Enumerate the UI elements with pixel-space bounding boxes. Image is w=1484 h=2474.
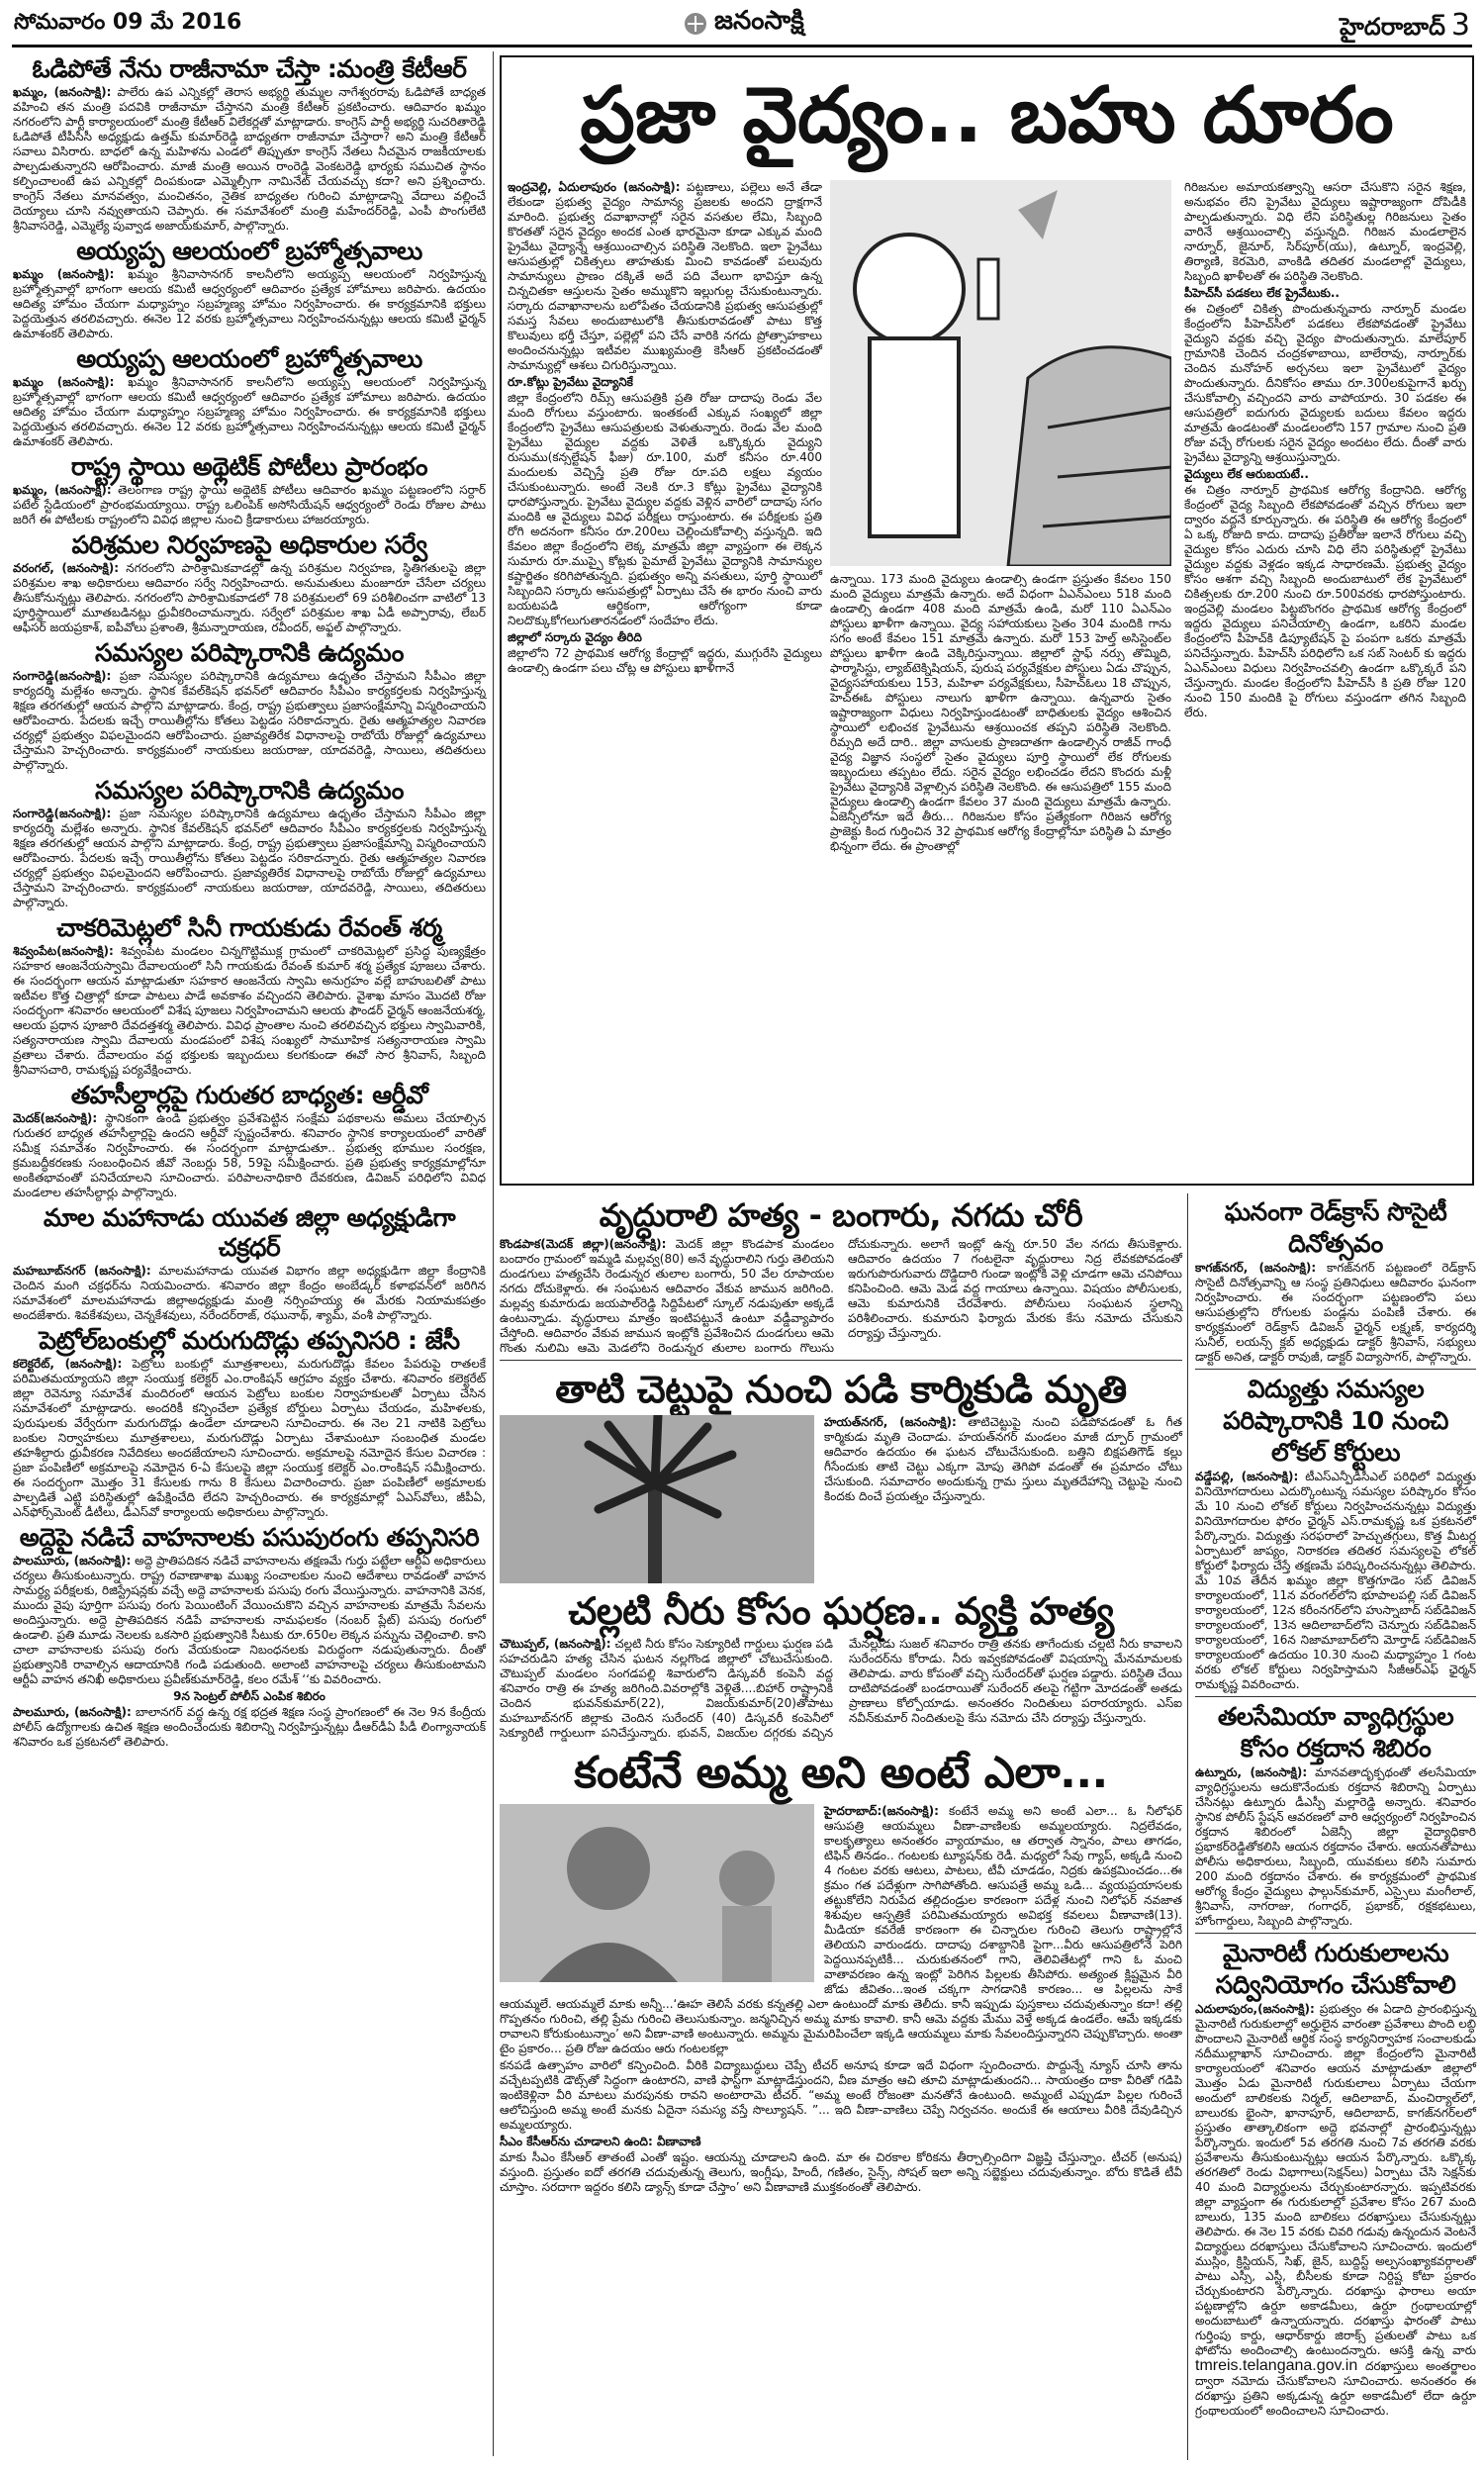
story-paragraph bbox=[13, 944, 486, 1078]
dateline: సంగారెడ్డి(జనంసాక్షి): bbox=[13, 807, 112, 820]
story-paragraph bbox=[13, 669, 486, 773]
masthead-logo bbox=[683, 6, 804, 42]
story-headline: తలసేమియా వ్యాధిగ్రస్థుల కోసం రక్తదాన శిబిరం bbox=[1217, 1702, 1454, 1762]
story-body: ప్రజా సమస్యల పరిష్కారానికి ఉద్యమాలు ఉధృతం చేస్తామని సీపీఎం జిల్లా కార్యదర్శి మల్లేశం అన్నారు. స్థానిక కేవల్‌కిషన్ భవన్‌లో ఆదివారం సీపీఎం కార్యకర్తలకు నిర్వహిస్తున్న శిక్షణ తరగతుల్లో ఆయన పాల్గొని మాట్లాడారు. కేంద్ర, రాష్ట్ర ప్రభుత్వాలు ప్రజాసంక్షేమాన్ని విస్మరించాయని ఆరోపించారు. పేదలకు ఇచ్చే రాయితీల్లోను కోతలు పెట్టడం సరికాదన్నారు. రైతు ఆత్మహత్యల నివారణ చర్యల్లో ప్రభుత్వం విఫలమైందని ఆరోపించారు. ప్రజావ్యతిరేక విధానాలపై రాబోయే రోజుల్లో ఉద్యమాలు చేస్తామని హెచ్చరించారు. కార్యక్రమంలో నాయకులు జయరాజు, యాదవరెడ్డి, సాయిలు, తదితరులు పాల్గొన్నారు. bbox=[13, 669, 486, 772]
story-paragraph bbox=[1195, 1765, 1476, 1929]
dateline: కాగజ్‌నగర్, (జనంసాక్షి): bbox=[1195, 1261, 1317, 1275]
dateline: వరంగల్, (జనంసాక్షి): bbox=[13, 561, 120, 575]
story-subhead: 9న సెంట్రల్ పోలీస్ ఎంపిక శిబిరం bbox=[173, 1689, 325, 1703]
story-body: ఖమ్మం శ్రీనివాసానగర్ కాలనీలోని అయ్యప్ప ఆలయంలో నిర్వహిస్తున్న బ్రహ్మోత్సవాల్లో భాగంగా ఆలయ కమిటీ ఆధ్వర్యంలో ఆదివారం ప్రత్యేక హోమాలు జరిపారు. ఉదయం ఆదిత్య హోమం చేయగా మధ్యాహ్నం సబ్రహ్మణ్య హోమం నిర్వహించారు. ఈ కార్యక్రమానికి భక్తులు పెద్దయెత్తున తరలివచ్చారు. ఈనెల 12 వరకు బ్రహ్మోత్సవాలు నిర్వహించనున్నట్లు ఆలయ కమిటీ ఛైర్మన్ ఉమాశంకర్ తెలిపారు. bbox=[13, 267, 486, 340]
section-rule bbox=[1195, 1696, 1476, 1697]
story-paragraph bbox=[13, 1705, 486, 1750]
story-body: నగరంలోని పారిశ్రామికవాడల్లో ఉన్న పరిశ్రమల నిర్వహణ, స్థితిగతులపై జిల్లా పరిశ్రమల శాఖ అధికారులు ఆదివారం సర్వే నిర్వహించారు. అనుమతులు మంజూరూ చేసేలా చర్యలు తీసుకోనున్నట్లు తెలిపారు. నగరంలోని పారిశ్రామికవాడలో 78 పరిశ్రమలలో 69 పరిశీలించగా వాటిలో 13 పూర్తిస్థాయిలో మూతబడినట్లు ధ్రువీకరించామన్నారు. సర్వేలో పరిశ్రమల శాఖ ఏడీ అప్పారావు, లేబర్ ఆఫీసర్ జయప్రకాశ్, ఐపీవోలు ప్రశాంతి, శ్రీమన్నారాయణ, రవీందర్, అఫ్జల్ పాల్గొన్నారు. bbox=[13, 561, 486, 634]
dateline: ఖమ్మం, (జనంసాక్షి): bbox=[13, 483, 112, 497]
story-headline: ఘనంగా రెడ్‌క్రాస్ సొసైటీ దినోత్సవం bbox=[1224, 1197, 1447, 1258]
story-headline: తహసీల్దార్లపై గురుతర బాధ్యత: ఆర్డీవో bbox=[70, 1081, 428, 1109]
story-body-continued: కనపడే ఉత్సాహం వారిలో కన్పించింది. వీరికి విద్యాబుద్ధులు చెప్పే టీచర్ అనూష కూడా ఇదే విధంగా స్పందించారు. పొద్దున్నే న్యూస్ చూసి తాను వచ్చేటప్పటికి డౌట్స్‌తో సిద్ధంగా ఉంటారని, వాణి ఫాస్ట్‌గా మాట్లాడేస్తుందని, వీణ మాత్రం ఆచి తూచి మాట్లాడుతుందని... సాయంత్రం దాకా వీరితో గడిపి ఇంటికెళ్లినా వీరి మాటలు మరపునకు రావని అంటారామె టీచర్. “అమ్మ అంటే రోజంతా మనతోనే ఉంటుంది. అమ్మంటే ఎప్పుడూ పిల్లల గురించే ఆలోచిస్తుంది అమ్మ అంటే మనకు ఏదైనా సమస్య వస్తే సొల్యూషన్. ”... ఇది వీణా-వాణిలు చెప్పే నిర్వచనం. అందుకే ఈ ఆయాలు వీరికి దేవుడిచ్చిన అమ్మలయ్యారు. bbox=[500, 2058, 1183, 2132]
section-rule bbox=[1195, 1933, 1476, 1934]
dateline: కొండపాక(మెదక్ జిల్లా)(జనంసాక్షి): bbox=[500, 1237, 667, 1251]
dateline: వడ్డేపల్లి, (జనంసాక్షి): bbox=[1195, 1470, 1299, 1483]
story-paragraph bbox=[13, 85, 486, 234]
dateline: ఖమ్మం (జనంసాక్షి): bbox=[13, 267, 115, 281]
dateline: పాలమూరు, (జనంసాక్షి): bbox=[13, 1554, 132, 1568]
column-divider bbox=[1187, 1193, 1188, 2460]
lead-subhead: వైద్యులు లేక ఆరుబయటే.. bbox=[1184, 467, 1309, 481]
story-headline: అయ్యప్ప ఆలయంలో బ్రహ్మోత్సవాలు bbox=[76, 237, 422, 265]
lead-subhead: రూ.కోట్లు ప్రైవేటు వైద్యానికే bbox=[508, 375, 633, 389]
story-paragraph bbox=[1195, 2002, 1476, 2419]
story-paragraph bbox=[13, 1111, 486, 1200]
story-paragraph bbox=[13, 1264, 486, 1323]
palm-headline: తాటి చెట్టుపై నుంచి పడి కార్మికుడి మృతి bbox=[555, 1368, 1127, 1411]
page-number: 3 bbox=[1450, 8, 1470, 43]
lead-col2-text: ఉన్నాయి. 173 మంది వైద్యులు ఉండాల్సి ఉండగా ప్రస్తుతం కేవలం 150 మంది వైద్యులు మాత్రమే ఉన్నారు. అదే విధంగా ఏఎన్‌ఎంలు 518 మంది ఉండాల్సి ఉండగా 408 మంది మాత్రమే ఉండి, మరో 110 ఏఎన్‌ఎం పోస్టులు ఖాళీగా ఉన్నాయి. వైద్య సహాయకులు సైతం 304 మందికి గాను సగం అంటే కేవలం 151 మాత్రమే ఉన్నారు. మరో 153 హెల్త్ అసిస్టెంట్‌ల పోస్టులు ఖాళీగా ఉండి వెక్కిరిస్తున్నాయి. జిల్లాలో స్టాఫ్ నర్సు తొమ్మిది, ఫార్మాసిస్టు, ల్యాబ్‌టెక్నిషియన్, పురుష పర్యవేక్షకుల పోస్టులు ఏడు చొప్పున, వైద్యసహాయకులు 153, మహిళా పర్యవేక్షకులు, సీహెచ్‌ఓలు 18 చొప్పున, హెచ్‌ఈఓ పోస్టులు నాలుగు ఖాళీగా ఉన్నాయి. ఉన్నవారు సైతం ఇష్టారాజ్యంగా విధులు నిర్వహిస్తుండటంతో బాధితులకు వైద్యం ఆశించిన స్థాయిలో లభించక ప్రైవేటును ఆశ్రయించక తప్పని పరిస్థితి నెలకొంది. రిమ్సది అదే దారి.. జిల్లా వాసులకు ప్రాణదాతగా ఉండాల్సిన రాజీవ్ గాంధీ వైద్య విజ్ఞాన సంస్థలో సైతం వైద్యులు పూర్తి స్థాయిలో లేక రోగులకు ఇబ్బందులు తప్పటం లేదు. సరైన వైద్యం లభించడం లేదని కొందరు మళ్లీ ప్రైవేటు వైద్యానికి వెళ్లాల్సిన పరిస్థితి నెలకొంది. ఈ ఆసుపత్రిలో 155 మంది వైద్యులు ఉండాల్సి ఉండగా కేవలం 37 మంది వైద్యులు మాత్రమే ఉన్నారు. ఏజెన్సీలోనూ ఇదే తీరు... గిరిజనుల కోసం ప్రత్యేకంగా గిరిజన ఆరోగ్య ప్రాజెక్టు కింద గుర్తించిన 32 ప్రాథమిక ఆరోగ్య కేంద్రాల్లోనూ పరిస్థితి ఏ మాత్రం భిన్నంగా లేదు. ఈ ప్రాంతాల్లో bbox=[830, 572, 1171, 853]
dateline: ఇంద్రవెల్లి, ఏదులాపురం (జనంసాక్షి): bbox=[508, 180, 681, 194]
column-divider bbox=[493, 51, 494, 2456]
story-body: ఖమ్మం శ్రీనివాసానగర్ కాలనీలోని అయ్యప్ప ఆలయంలో నిర్వహిస్తున్న బ్రహ్మోత్సవాల్లో భాగంగా ఆలయ కమిటీ ఆధ్వర్యంలో ఆదివారం ప్రత్యేక హోమాలు జరిపారు. ఉదయం ఆదిత్య హోమం చేయగా మధ్యాహ్నం సబ్రహ్మణ్య హోమం నిర్వహించారు. ఈ కార్యక్రమానికి భక్తులు పెద్దయెత్తున తరలివచ్చారు. ఈనెల 12 వరకు బ్రహ్మోత్సవాలు నిర్వహించనున్నట్లు ఆలయ కమిటీ ఛైర్మన్ ఉమాశంకర్ తెలిపారు. bbox=[13, 375, 486, 448]
story-murder bbox=[500, 1194, 1182, 1356]
story-headline: ఓడిపోతే నేను రాజీనామా చేస్తా :మంత్రి కేటీఆర్ bbox=[32, 54, 467, 83]
lead-subhead: జిల్లాలో సర్కారు వైద్యం తీరిది bbox=[508, 630, 642, 644]
story-cold-water bbox=[500, 1586, 1182, 1741]
story-headline: సమస్యల పరిష్కారానికి ఉద్యమం bbox=[95, 776, 404, 805]
story-headline: చాకరిమెట్లలో సినీ గాయకుడు రేవంత్ శర్మ bbox=[56, 913, 442, 942]
website-link[interactable]: tmreis.telangana.gov.in bbox=[1195, 2357, 1358, 2374]
lead-paragraph bbox=[508, 646, 822, 676]
story-headline: సమస్యల పరిష్కారానికి ఉద్యమం bbox=[95, 638, 404, 667]
right-column bbox=[1195, 1193, 1476, 2421]
story-paragraph bbox=[13, 1554, 486, 1687]
story-body: కంటేనే అమ్మ అని అంటే ఎలా... ఓ నీలోఫర్ ఆసుపత్రి ఆయమ్మలు వీణా-వాణిలకు అమ్మలయ్యారు. నిద్రలేవడం, కాలకృత్యాలు అనంతరం వ్యాయామం, ఆ తర్వాత స్నానం, పాలు తాగడం, టిఫిన్ తినడం.. గంటలకు ట్యూషన్‌కు రెడీ. మధ్యలో సేవు గ్యాప్, అక్కడి నుంచి 4 గంటల వరకు ఆటలు, పాటలు, టీవీ చూడడం, నిద్రకు ఉపక్రమించడం...ఈ క్రమం గత పదేళ్లుగా సాగిపోతోంది. ఆసుపత్రే అమ్మ ఒడి... వ్యయప్రయాసలకు తట్టుకోలేని నిరుపేద తల్లిదండ్రుల కారణంగా పదేళ్ల నుంచి నిలోఫర్ నవజాత శిశువుల ఆస్పత్రికే పరిమితమయ్యారు అవిభక్త కవలలు వీణావాణి(13). మీడియా కవరేజీ కారణంగా ఈ చిన్నారుల గురించి తెలుగు రాష్ట్రాల్లోనే తెలియని వారుండరు. దాదాపు దశాబ్దానికి పైగా...వీరు ఆసుపత్రిలోనే పెరిగి పెద్దయినప్పటికీ... చురుకుతనంలో గాని, తెలివితేటల్లో గాని ఓ మంచి వాతావరణం ఉన్న ఇంట్లో పెరిగిన పిల్లలకు తీసిపోరు. అత్యంత క్లిష్టమైన వీరి జోడు జీవితం...ఇంత చక్కగా సాగడానికి కారణం... ఆ పిల్లలను సాకే ఆయమ్మలే. ఆయమ్మలే మాకు అన్నీ...‘ఊహ తెలిసే వరకు కన్నతల్లి ఎలా ఉంటుందో మాకు తెలీదు. కానీ ఇప్పుడు పుస్తకాలు చదువుతున్నాం కదా! తల్లి గొప్పతనం గురించి, తల్లి ప్రేమ గురించి తెలుసుకున్నాం. జన్మనిచ్చిన అమ్మ మాకు కావాలి. కానీ ఆమె వద్దకు మేము వెళ్తే అక్కడ ఉండలేం. ఆమే ఇక్కడకు రావాలని కోరుకుంటున్నాం’ అని వీణా-వాణి అంటున్నారు. అమ్మను మైమరిపించేలా ఇక్కడి ఆయమ్మలు మాకు సేవలందిస్తున్నారని చెప్పుకొచ్చారు. అంతా టైం ప్రకారం... ప్రతి రోజు ఉదయం ఆరు గంటలకల్లా bbox=[500, 1804, 1182, 2055]
story-paragraph bbox=[1195, 1470, 1476, 1692]
story-body: పెట్రోలు బంకుల్లో మూత్రశాలలు, మరుగుదొడ్లు కేవలం పేపరుపై రాతలకే పరిమితమయ్యాయని జిల్లా సంయుక్త కలెక్టర్ ఎం.రాంకిషన్ ఆగ్రహం వ్యక్తం చేశారు. శనివారం కలెక్టరేట్ జిల్లా రెవెన్యూ సమావేశ మందిరంలో ఆయన పెట్రోలు బంకుల నిర్వాహకులతో ఏర్పాటు చేసిన సమావేశంలో మాట్లాడారు. అందరికీ కన్పించేలా ప్రత్యేక బోర్డులు ఏర్పాటు చేయడం, మహిళలకు, పురుషులకు వేర్వేరుగా మరుగుదొడ్లు ఉండేలా చూడాలని సూచించారు. ఈ నెల 21 నాటికి పెట్రోలు బంకుల నిర్వాహకులు మూత్రశాలలు, మరుగుదొడ్లు ఏర్పాటు చేశామంటూ సంబంధిత మండల తహశీల్దారు ధ్రువీకరణ నివేదికలు అందజేయాలని సూచించారు. అక్రమాలపై నమోదైన కేసుల విచారణ : ప్రజా పంపిణీలో అక్రమాలపై నమోదైన 6-ఏ కేసులపై జిల్లా సంయుక్త కలెక్టర్ ఎం.రాంకిషన్ సమీక్షించారు. ఈ సందర్భంగా మొత్తం 31 కేసులకు గాను 8 కేసులు విచారించారు. ప్రజా పంపిణీలో అక్రమాలకు పాల్పడితే ఎట్టి పరిస్థితుల్లో ఉపేక్షించేది లేదని హెచ్చరించారు. ఈ కార్యక్రమాల్లో ఏఎస్‌వోలు, జీపీఏ, ఎన్‌ఫోర్స్‌మెంట్ డీటీలు, డీఎస్‌వో కార్యాలయ అధికారులు పాల్గొన్నారు. bbox=[13, 1357, 486, 1519]
middle-stories bbox=[500, 1191, 1182, 2197]
story-body: చల్లటి నీరు కోసం సెక్యూరిటీ గార్డులు ఘర్షణ పడి సహచరుడిని హత్య చేసిన ఘటన నల్లగొండ జిల్లాలో చోటుచేసుకుంది. చౌటుప్పల్ మండలం సంగడపల్లి శివారులోని డిస్కవరీ కంపెనీ వద్ద శనివారం రాత్రి ఈ హత్య జరిగింది.వివరాల్లోకి వెళ్లితే....బిహార్ రాష్ట్రానికి చెందిన భువన్‌కుమార్(22), విజయ్‌కుమార్(20)తోపాటు మహబూబ్‌నగర్ జిల్లాకు చెందిన సురేందర్ (40) డిస్కవరీ కంపెనీలో సెక్యూరిటీ గార్డులుగా పనిచేస్తున్నారు. భువన్, విజయ్‌ల దగ్గరకు వచ్చిన మేనల్లుడు సుజల్ శనివారం రాత్రి తనకు తాగేందుకు చల్లటి నీరు కావాలని సురేందర్‌ను కోరాడు. నీరు ఇవ్వకపోవడంతో విషయాన్ని మేనమామలకు తెలిపాడు. వారు కోపంతో వచ్చి సురేందర్‌తో ఘర్షణ పడ్డారు. పరిస్థితి చేయి దాటిపోవడంతో బండరాయితో సురేందర్ తలపై గట్టిగా మోదడంతో అతడు ప్రాణాలు కోల్పోయాడు. అనంతరం నిందితులు పరారయ్యారు. ఎస్‌ఐ నవీన్‌కుమార్ నిందితులపై కేసు నమోదు చేసి దర్యాప్తు చేస్తున్నారు. bbox=[500, 1637, 1182, 1740]
story-headline: అద్దెపై నడిచే వాహనాలకు పసుపురంగు తప్పనిసరి bbox=[19, 1523, 480, 1552]
section-rule bbox=[1195, 1369, 1476, 1370]
story-body: బాలానగర్ వద్ద ఉన్న రక్ష భద్రత శిక్షణ సంస్థ ప్రాంగణంలో ఈ నెల 9న కేంద్రీయ పోలీస్ ఉద్యోగాలకు ఉచిత శిక్షణ అందించేందుకు శిబిరాన్ని నిర్వహిస్తున్నట్లు డీఆర్‌డీఏ పీడీ లింగ్యానాయక్ శనివారం ఒక ప్రకటనలో తెలిపారు. bbox=[13, 1705, 486, 1749]
murder-headline: వృద్ధురాలి హత్య - బంగారు, నగదు చోరీ bbox=[599, 1196, 1083, 1234]
lead-paragraph bbox=[1184, 302, 1466, 465]
story-body: టీఎస్‌ఎన్పీడీసీఎల్ పరిధిలో విద్యుత్తు వినియోగదారులు ఎదుర్కొంటున్న సమస్యల పరిష్కారం కోసం మే 10 నుంచి లోకల్ కోర్టులు నిర్వహించనున్నట్లు విద్యుత్తు వినియోగదారుల ఫోరం ఛైర్మన్ ఎస్.రామకృష్ణ ఒక ప్రకటనలో పేర్కొన్నారు. విద్యుత్తు సరఫరాలో హెచ్చుతగ్గులు, కొత్త మీటర్ల ఏర్పాటులో జాప్యం, నిరాకరణ తదితర సమస్యలపై లోకల్ కోర్టులో ఫిర్యాదు చేస్తే తక్షణమే పరిష్కరించనున్నట్లు తెలిపారు. మే 10వ తేదీన ఖమ్మం జిల్లా కొత్తగూడెం సబ్ డివిజన్ కార్యాలయంలో, 11న వరంగల్‌లోని భూపాలపల్లి సబ్ డివిజన్ కార్యాలయంలో, 12న కరీంనగర్‌లోని హుస్నాబాద్ సబ్‌డివిజన్ కార్యాలయంలో, 13న ఆదిలాబాద్‌లోని చెన్నూరు సబ్‌డివిజన్ కార్యాలయంలో, 16న నిజామాబాద్‌లోని మోర్తాడ్ సబ్‌డివిజన్ కార్యాలయంలో ఉదయం 10.30 నుంచి మధ్యాహ్నం 1 గంట వరకు లోకల్ కోర్టులు నిర్వహిస్తామని సీజీఆర్‌ఎఫ్ ఛైర్మన్ రామకృష్ణ వివరించారు. bbox=[1195, 1470, 1476, 1691]
story-paragraph bbox=[13, 375, 486, 449]
story-headline: రాష్ట్ర స్థాయి అథ్లెటిక్ పోటీలు ప్రారంభం bbox=[70, 452, 428, 481]
story-subhead: సీఎం కేసీఆర్‌ను చూడాలని ఉంది: వీణావాణి bbox=[500, 2135, 701, 2148]
story-paragraph bbox=[13, 1357, 486, 1520]
dateline: మహబూబ్‌నగర్ (జనంసాక్షి): bbox=[13, 1264, 151, 1278]
edition-city bbox=[1340, 8, 1470, 47]
story-body: కాగజ్‌నగర్ పట్టణంలో రెడ్‌క్రాస్ సొసైటీ దినోత్సవాన్ని ఆ సంస్థ ప్రతినిధులు ఆదివారం ఘనంగా నిర్వహించారు. ఈ సందర్భంగా పట్టణంలోని పలు ఆసుపత్రుల్లోని రోగులకు పండ్లను పంపిణీ చేశారు. ఈ కార్యక్రమంలో రెడ్‌క్రాస్ డివిజన్ ఛైర్మన్ లక్ష్మణ్, కార్యదర్శి సునీల్, లయన్స్ క్లబ్ అధ్యక్షుడు డాక్టర్ శ్రీనివాస్, సభ్యులు డాక్టర్ అనిత, డాక్టర్ రావుజీ, డాక్టర్ విద్యాసాగర్, పాల్గొన్నారు. bbox=[1195, 1261, 1476, 1364]
dateline: సంగారెడ్డి(జనంసాక్షి): bbox=[13, 669, 112, 683]
issue-date: సోమవారం 09 మే 2016 bbox=[14, 10, 242, 35]
dateline: హైదరాబాద్:(జనంసాక్షి): bbox=[824, 1804, 939, 1818]
story-body: మానవతాదృక్పథంతో తలసేమియా వ్యాధిగ్రస్థులను ఆదుకొనేందుకు రక్తదాన శిబిరాన్ని ఏర్పాటు చేసినట్లు ఉట్నూరు డీఎస్పీ మల్లారెడ్డి అన్నారు. శనివారం స్థానిక పోలీస్ స్టేషన్ ఆవరణలో వారి ఆధ్వర్యంలో నిర్వహించిన రక్తదాన శిబిరంలో ఏజెన్సీ జిల్లా వైద్యాధికారి ప్రభాకర్‌రెడ్డితోకలిసి ఆయన రక్తదానం చేశారు. ఆయనతోపాటు పోలీసు అధికారులు, సిబ్బంది, యువకులు కలిసి సుమారు 200 మంది రక్తదానం చేశారు. ఈ కార్యక్రమంలో ప్రాథమిక ఆరోగ్య కేంద్రం వైద్యులు ఫాల్గున్‌కుమార్, ఎస్సైలు మంగీలాల్, శ్రీనివాస్, నాగరాజు, గంగాధర్, ప్రభాకర్, రక్షకభటులు, హోంగార్డులు, సిబ్బంది పాల్గొన్నారు. bbox=[1195, 1765, 1476, 1928]
story-headline: మైనారిటీ గురుకులాలను సద్వినియోగం చేసుకోవాలి bbox=[1215, 1939, 1456, 1999]
story-paragraph bbox=[13, 807, 486, 910]
lead-paragraph bbox=[508, 180, 822, 373]
lead-text: జిల్లా కేంద్రంలోని రిమ్స్ ఆసుపత్రికి ప్రతి రోజు దాదాపు రెండు వేల మంది రోగులు వస్తుంటారు. ఇంతకంటే ఎక్కువ సంఖ్యలో జిల్లా కేంద్రంలోని ప్రైవేటు ఆసుపత్రులకు వెళుతున్నారు. రెండు వేల మంది ప్రైవేటు వైద్యుల వద్దకు వెళితే ఒక్కొక్కరు వైద్యుని రుసుము(కన్సల్టేషన్ ఫీజు) రూ.100, మరో కనీసం రూ.400 మందులకు వెచ్చిస్తే ప్రతి రోజు రూ.పది లక్షలు వ్యయం చేసుకుంటున్నారు. అంటే నెలకి రూ.3 కోట్లు ప్రైవేటు వైద్యానికి ధారపోస్తున్నారు. ప్రైవేటు వైద్యుల వద్దకు వెళ్లిన వారిలో దాదాపు సగం మందికి ఆ వైద్యులు వివిధ పరీక్షలు రాస్తుంటారు. ఈ పరీక్షలకు ప్రతి రోగి అదనంగా కనీసం రూ.200లు చెల్లించుకోవాల్సి వస్తున్నది. ఇది కేవలం జిల్లా కేంద్రంలోని లెక్క మాత్రమే జిల్లా వ్యాప్తంగా ఈ లెక్కన సుమారు రూ.ముప్పై కోట్లకు పైమాటే ప్రైవేటు వైద్యానికి సామాన్యుల కష్టార్జితం కరిగిపోతున్నది. ప్రభుత్వం అన్ని వసతులు, పూర్తి స్థాయిలో సిబ్బందిని సర్కారు ఆసుపత్రుల్లో ఏర్పాటు చేసే ఈ భారం నుంచి వారు బయటపడి ఆర్థికంగా, ఆరోగ్యంగా కూడా నిలదొక్కుకోగలుగుతారనడంలో సందేహం లేదు. bbox=[508, 391, 822, 627]
story-body: మాలమహానాడు యువత విభాగం జిల్లా అధ్యక్షుడిగా జిల్లా కేంద్రానికి చెందిన మంగి చక్రధర్‌ను నియమించారు. శనివారం జిల్లా కేంద్రం అంబేడ్కర్ కళాభవన్‌లో జరిగిన సమావేశంలో మాలమహానాడు జిల్లాఅధ్యక్షుడు మంత్రి నర్సింహయ్య ఈ మేరకు నియామకపత్రం అందజేశారు. శివకేశవులు, చెన్నకేశవులు, నరేందర్‌రాజ్, రఘునాథ్, శ్యామ్, వంశీ పాల్గొన్నారు. bbox=[13, 1264, 486, 1322]
palm-tree-photo bbox=[500, 1415, 814, 1583]
story-headline: మాల మహానాడు యువత జిల్లా అధ్యక్షుడిగా చక్రధర్ bbox=[43, 1203, 456, 1262]
amma-headline: కంటేనే అమ్మ అని అంటే ఎలా... bbox=[574, 1748, 1108, 1798]
story-body-end: మాకు సీఎం కేసీఆర్ తాతంటే ఎంతో ఇష్టం. ఆయన్ను చూడాలని ఉంది. మా ఈ చిరకాల కోరికను తీర్చాల్సిందిగా విజ్ఞప్తి చేస్తున్నాం. టీచర్ (అనుష) వస్తుంది. ప్రస్తుతం ఐదో తరగతి చదువుతున్న తెలుగు, ఇంగ్లీషు, హిందీ, గణితం, సైన్స్, సోషల్ ఇలా అన్ని సబ్జెక్టులు చదువుతున్నాం. బోరు కొడితే టీవీ చూస్తాం. సరదాగా ఇద్దరం కలిసి డ్యాన్స్ కూడా చేస్తాం’ అని వీణావాణి ముక్తకంఠంతో తెలిపారు. bbox=[500, 2150, 1182, 2194]
story-body: మెదక్ జిల్లా కొండపాక మండలం బందారం గ్రామంలో ఇమ్మడి మల్లవ్వ(80) అనే వృద్ధురాలిని గుర్తు తెలియని దుండగులు హత్యచేసి రెండున్నర తులాల బంగారు, 50 వేల రూపాయల నగదు దోచుకెళ్లారు. ఈ సంఘటన ఆదివారం వేకువ జామున జరిగింది. మల్లవ్వ కుమారుడు జయపాల్‌రెడ్డి సిద్దిపేటలో స్కూల్ నడుపుతూ అక్కడే ఉంటున్నాడు. వృద్ధురాలు మాత్రం ఇంటిపట్టునే ఉంటూ వడ్డీవ్యాపారం చేస్తోంది. ఆదివారం వేకువ జామున ఇంట్లోకి ప్రవేశించిన దుండగులు ఆమె గొంతు నులిమి ఆమె మెడలోని రెండున్నర తులాల బంగారు గొలుసు దోచుకున్నారు. అలాగే ఇంట్లో ఉన్న రూ.50 వేల నగదు తీసుకెళ్లారు. ఆదివారం ఉదయం 7 గంటలైనా వృద్ధురాలు నిద్ర లేవకపోవడంతో ఇరుగుపొరుగువారు దొడ్డిదారి గుండా ఇంట్లోకి వెళ్లి చూడగా ఆమె చనిపోయి కనిపించింది. ఆమె మెడ వద్ద గాయాలు ఉన్నాయి. విషయం పోలీసులకు, ఆమె కుమారునికి చేరవేశారు. పోలీసులు సంఘటన స్థలాన్ని పరిశీలించారు. కుమారుని ఫిర్యాదు మేరకు కేసు నమోదు చేసుకుని దర్యాప్తు చేస్తున్నారు. bbox=[500, 1237, 1182, 1355]
doctor-cartoon-icon bbox=[830, 180, 1171, 566]
story-body: స్థానికంగా ఉండి ప్రభుత్వం ప్రవేశపెట్టిన సంక్షేమ పథకాలను అమలు చేయాల్సిన గురుతర బాధ్యత తహసీల్దార్లపై ఉందని ఆర్డీవో స్పష్టంచేశారు. శనివారం స్థానిక కార్యాలయంలో వారితో సమీక్ష సమావేశం నిర్వహించారు. ఈ సందర్భంగా మాట్లాడుతూ.. ప్రభుత్వ భూముల సంరక్షణ, క్రమబద్ధీకరణకు సంబంధించిన జీవో నెంబర్లు 58, 59పై సమీక్షించారు. ప్రతి ప్రభుత్వ కార్యక్రమాల్లోనూ అంకితభావంతో పనిచేయాలని సూచించారు. పరిపాలనాధికారి దేవకరుణ, డివిజన్ పరిధిలోని వివిధ మండలాల తహసీల్దార్లు పాల్గొన్నారు. bbox=[13, 1111, 486, 1199]
palm-tree-icon bbox=[500, 1415, 814, 1583]
logo-emblem-icon bbox=[683, 11, 708, 37]
left-column bbox=[13, 51, 486, 1752]
story-headline: పెట్రోల్‌బంకుల్లో మరుగుదొడ్లు తప్పనిసరి : జేసీ bbox=[39, 1326, 460, 1355]
story-headline: పరిశ్రమల నిర్వహణపై అధికారుల సర్వే bbox=[71, 530, 427, 559]
story-body: తాటిచెట్టుపై నుంచి పడిపోవడంతో ఓ గీత కార్మికుడు మృతి చెందాడు. హయత్‌నగర్ మండలం మాజీ ద్పూర్ గ్రామంలో ఆదివారం ఉదయం ఈ ఘటన చోటుచేసుకుంది. బత్తిని బిక్షపతిగౌడ్ కల్లు గీసేందుకు తాటి చెట్టు ఎక్కగా మోపు తెగిపో వడంతో ఈ ప్రమాదం చోటు చేసుకుంది. సమాచారం అందుకున్న గ్రామ స్తులు మృతదేహాన్ని చెట్టుపై నుంచి కిందకు దించే ప్రయత్నం చేస్తున్నారు. bbox=[824, 1415, 1182, 1503]
city-name: హైదరాబాద్ bbox=[1340, 13, 1445, 41]
lead-text: పట్టణాలు, పల్లెలు అనే తేడా లేకుండా ప్రభుత్వ వైద్యం సామాన్య ప్రజలకు అందని ద్రాక్షగానే మారింది. ప్రభుత్వ దవాఖానాల్లో సరైన వసతుల లేమి, సిబ్బంది కొరతతో సరైన వైద్యం అందక ఎంత భారమైనా కూడా ఎక్కువ మంది ప్రైవేటు వైద్యాన్నే ఆశ్రయించాల్సిన పరిస్థితి నెలకొంది. ఇలా ప్రైవేటు ఆసుపత్రుల్లో చికిత్సలు తాహతుకు మించి కావడంతో పలువురు సామాన్యులు ప్రాణం దక్కితే అదే పది వేలుగా భావిస్తూ ఉన్న చిన్నచితకా ఆస్తులను సైతం అమ్ముకొని ఇల్లుగుల్ల చేసుకుంటున్నారు. సర్కారు దవాఖానాలను బలోపేతం చేయడానికి ప్రభుత్వ ఆసుపత్రుల్లో సమస్త సేవలు అందుబాటులోకి తీసుకురావడంతో పాటు కొత్త కొలువులు భర్తీ చేస్తూ, పల్లెల్లో పని చేసే వారికి నగదు ప్రోత్సాహకాలు అందించనున్నట్లు ఇటీవల ముఖ్యమంత్రి కెసీఆర్ ప్రకటించడంతో సామాన్యుల్లో ఆశలు చిగురిస్తున్నాయి. bbox=[508, 180, 822, 372]
dateline: హయత్‌నగర్, (జనంసాక్షి): bbox=[824, 1415, 957, 1429]
story-palm-tree bbox=[500, 1365, 1182, 1583]
twins-photo bbox=[500, 1804, 814, 1982]
story-body: ప్రజా సమస్యల పరిష్కారానికి ఉద్యమాలు ఉధృతం చేస్తామని సీపీఎం జిల్లా కార్యదర్శి మల్లేశం అన్నారు. స్థానిక కేవల్‌కిషన్ భవన్‌లో ఆదివారం సీపీఎం కార్యకర్తలకు నిర్వహిస్తున్న శిక్షణ తరగతుల్లో ఆయన పాల్గొని మాట్లాడారు. కేంద్ర, రాష్ట్ర ప్రభుత్వాలు ప్రజాసంక్షేమాన్ని విస్మరించాయని ఆరోపించారు. పేదలకు ఇచ్చే రాయితీల్లోను కోతలు పెట్టడం సరికాదన్నారు. రైతు ఆత్మహత్యల నివారణ చర్యల్లో ప్రభుత్వం విఫలమైందని ఆరోపించారు. ప్రజావ్యతిరేక విధానాలపై రాబోయే రోజుల్లో ఉద్యమాలు చేస్తామని హెచ్చరించారు. కార్యక్రమంలో నాయకులు జయరాజు, యాదవరెడ్డి, సాయిలు, తదితరులు పాల్గొన్నారు. bbox=[13, 807, 486, 909]
story-paragraph bbox=[13, 561, 486, 635]
story-body-end: దరఖాస్తులు అంతర్జాలం ద్వారా నమోదు చేసుకోవాలని సూచించారు. అనంతరం ఈ దరఖాస్తు ప్రతిని అక్కడున్న ఉర్దూ అకాడమీలో లేదా ఉర్దూ గ్రంథాలయంలో అందించాలని సూచించారు. bbox=[1195, 2359, 1476, 2418]
story-headline: విద్యుత్తు సమస్యల పరిష్కారానికి 10 నుంచి లోకల్ కోర్టులు bbox=[1223, 1375, 1448, 1467]
lead-cartoon-image bbox=[830, 180, 1171, 566]
dateline: కలెక్టరేట్, (జనంసాక్షి): bbox=[13, 1357, 123, 1371]
water-headline: చల్లటి నీరు కోసం ఘర్షణ.. వ్యక్తి హత్య bbox=[568, 1589, 1114, 1633]
story-paragraph bbox=[13, 483, 486, 527]
story-body: శివ్వంపేట మండలం చిన్నగొట్టిముక్ల గ్రామంలో చాకరిమెట్లలో ప్రసిద్ధ పుణ్యక్షేత్రం సహకార ఆంజనేయస్వామి దేవాలయంలో సినీ గాయకుడు రేవంత్ కుమార్ శర్మ ప్రత్యేక పూజలు చేశారు. ఈ సందర్భంగా ఆయన మాట్లాడుతూ సహకార ఆంజనేయ స్వామి అనుగ్రహం వల్లే బాహుబలితో పాటు ఇటీవల కొత్త చిత్రాల్లో కూడా పాటలు పాడే అవకాశం వచ్చిందని తెలిపారు. వైశాఖ మాసం మొదటి రోజు సందర్భంగా శనివారం ఆలయంలో విశేష పూజలు నిర్వహించామని ఆలయ ఫౌండర్ ఛైర్మన్ ఆంజనేయశర్మ, ఆలయ ప్రధాన పూజారి దేవదత్తశర్మ తెలిపారు. వివిధ ప్రాంతాల నుంచి తరలివచ్చిన భక్తులు స్వామివారికి, సత్యనారాయణ స్వామి దేవాలయ మండపంలో విశేష సంఖ్యలో సామూహిక సత్యనారాయణ స్వామి వ్రతాలు చేశారు. దేవాలయం వద్ద భక్తులకు ఇబ్బందులు కలగకుండా ఈవో సార శ్రీనివాస్, సిబ్బంది శ్రీనివాసచారి, రామకృష్ణ పర్యవేక్షించారు. bbox=[13, 944, 486, 1077]
logo-text: జనంసాక్షి bbox=[714, 6, 804, 36]
lead-subhead: పీహెచ్‌సీ పడకలు లేక ప్రైవేటుకు.. bbox=[1184, 286, 1340, 300]
lead-text: ఈ చిత్రం నార్నూర్ ప్రాథమిక ఆరోగ్య కేంద్రానిది. ఆరోగ్య కేంద్రంలో వైద్య సిబ్బంది లేకపోవడంతో వచ్చిన రోగులు ఇలా ద్వారం వద్దనే కూర్చున్నారు. ఈ పరిస్థితి ఈ ఆరోగ్య కేంద్రంలో ఏ ఒక్క రోజుది కాదు. దాదాపు ప్రతీరోజు ఇలానే రోగులు వచ్చి వైద్యుల కోసం ఎదురు చూసి విధి లేని పరిస్థితుల్లో ప్రైవేటు వైద్యుల వద్దకు వెళ్లడం ఇక్కడ సాధారణమే. ప్రభుత్వ వైద్యం కోసం ఆశగా వచ్చి సిబ్బంది అందుబాటులో లేక ప్రైవేటులో చికిత్సలకు రూ.200 నుంచి రూ.500వరకు ధారపోస్తుంటారు. ఇంద్రవెల్లి మండలం పిట్టబొంగరం ప్రాథమిక ఆరోగ్య కేంద్రంలో ఇద్దరు వైద్యులు పనిచేయాల్సి ఉండగా, ఒకరిని మండల కేంద్రంలోని పీహెచ్‌కి డిప్యూటేషన్ పై పంపగా ఒకరు మాత్రమే పనిచేస్తున్నారు. పీహెచ్‌సీ పరిధిలోని ఒక సబ్ సెంటర్ కు ఇద్దరు ఏఎన్‌ఎంలు విధులు నిర్వహించవల్సి ఉండగా ఒక్కొక్కరే పని చేస్తున్నారు. మండల కేంద్రంలోని పీహెచ్‌సీ కి ప్రతి రోజు 120 నుంచి 150 మందికి పై రోగులు వస్తుండగా తగిన సిబ్బంది లేరు. bbox=[1184, 483, 1466, 719]
story-body: ప్రభుత్వం ఈ ఏడాది ప్రారంభిస్తున్న మైనారిటీ గురుకులాల్లో అర్హులైన వారంతా ప్రవేశాలు పొంది లబ్ధి పొందాలని మైనారిటీ ఆర్థిక సంస్థ కార్యనిర్వాహక సంచాలకుడు నదీముల్లాఖాన్ సూచించారు. జిల్లా కేంద్రంలోని మైనారిటీ కార్యాలయంలో శనివారం ఆయన మాట్లాడుతూ జిల్లాలో మొత్తం ఏడు మైనారిటీ గురుకులాలు ఏర్పాటు చేయగా అందులో బాలికలకు నిర్మల్, ఆదిలాబాద్, మంచిర్యాల్‌లో, బాలురకు భైంసా, ఖానాపూర్, ఆదిలాబాద్, కాగజ్‌నగర్‌లలో ప్రస్తుతం తాత్కాలికంగా అద్దె భవనాల్లో ప్రారంభిస్తున్నట్లు పేర్కొన్నారు. ఇందులో 5వ తరగతి నుంచి 7వ తరగతి వరకు ప్రవేశాలను తీసుకుంటున్నట్లు ఆయన పేర్కొన్నారు. ఒక్కొక్క తరగతిలో రెండు విభాగాలు(సెక్షన్‌లు) ఏర్పాటు చేసి సెక్షన్‌కు 40 మంది విద్యార్థులను చేర్చుకుంటారన్నారు. ఇప్పటివరకు జిల్లా వ్యాప్తంగా ఈ గురుకులాల్లో ప్రవేశాల కోసం 267 మంది బాలురు, 135 మంది బాలికలు దరఖాస్తులు చేసుకున్నట్లు తెలిపారు. ఈ నెల 15 వరకు చివరి గడువు ఉన్నందున వెంటనే విద్యార్థులు దరఖాస్తులు చేసుకోవాలని సూచించారు. ఇందులో ముస్లిం, క్రిస్టియన్, సిఖ్, జైన్, బుద్దిస్ట్ అల్పసంఖ్యాకవర్గాలతో పాటు ఎస్సీ, ఎస్టీ, బీసీలకు కూడా నిర్దిష్ట కోటా ప్రకారం చేర్చుకుంటారని పేర్కొన్నారు. దరఖాస్తు ఫారాలు అయా పట్టణాల్లోని ఉర్దూ అకాడమీలు, ఉర్దూ గ్రంథాలయాల్లో అందుబాటులో ఉన్నాయన్నారు. దరఖాస్తు ఫారంతో పాటు గుర్తింపు కార్డు, ఆధార్‌కార్డు జిరాక్స్ ప్రతులతో పాటు ఒక ఫోటోను అందించాల్సి ఉంటుందన్నారు. ఆసక్తి ఉన్న వారు bbox=[1195, 2002, 1476, 2357]
dateline: చౌటుప్పల్, (జనంసాక్షి): bbox=[500, 1637, 611, 1651]
story-body: అద్దె ప్రాతిపదికన నడిచే వాహనాలను తక్షణమే గుర్తు పట్టేలా ఆర్టీఏ అధికారులు చర్యలు తీసుకుంటున్నారు. రాష్ట్ర రవాణాశాఖ ముఖ్య సంచాలకుల నుంచి ఆదేశాలు రావడంతో వాహన సామర్థ్య పరీక్షలకు, రిజిస్ట్రేషన్లకు వచ్చే అద్దె వాహనాలకు పసుపు రంగు వేయిస్తున్నారు. వాహనానికి వెనక, ముందు వైపు పూర్తిగా పసుపు రంగు పెయింటింగ్ వేయించుకొని వచ్చిన వాహనాలకు మాత్రమే సేవలను అందిస్తున్నారు. అద్దె ప్రాతిపదికన నడిపే వాహనాలకు నామఫలకం (నంబర్ ప్లేట్) పసుపు రంగులో ఉండాలి. ప్రతి మూడు నెలలకు ఒకసారి ప్రభుత్వానికి సీటుకు రూ.650ల లెక్కన పన్నును చెల్లించాలి. కాని చాలా వాహనాలకు పసుపు రంగు వేయకుండా నిబంధనలకు విరుద్ధంగా నడుపుతున్నారు. దీంతో ప్రభుత్వానికి రావాల్సిన ఆదాయానికి గండి పడుతుంది. అలాంటి వాహనాలపై చర్యలు తీసుకుంటామని ఆర్టీఏ వాహన తనిఖీ అధికారులు ప్రవీణ్‌కుమార్‌రెడ్డి, కలం రమేశ్ ‘‘కు వివరించారు. bbox=[13, 1554, 487, 1686]
story-body: తెలంగాణ రాష్ట్ర స్థాయి అథ్లెటిక్ పోటీలు ఆదివారం ఖమ్మం పట్టణంలోని సర్దార్ పటేల్ స్టేడియంలో ప్రారంభమయ్యాయి. రాష్ట్ర ఒలింపిక్ అసోసియేషన్ ఆధ్వర్యంలో రెండు రోజుల పాటు జరిగే ఈ పోటీలకు రాష్ట్రంలోని వివిధ జిల్లాల నుంచి క్రీడాకారులు హాజరయ్యారు. bbox=[13, 483, 486, 526]
lead-headline: ప్రజా వైద్యం.. బహు దూరం bbox=[580, 71, 1394, 160]
header-rule bbox=[12, 45, 1472, 48]
section-rule bbox=[500, 1360, 1182, 1361]
dateline: ఖమ్మం, (జనంసాక్షి): bbox=[13, 85, 112, 99]
dateline: ఖమ్మం (జనంసాక్షి): bbox=[13, 375, 115, 389]
dateline: పాలమూరు, (జనంసాక్షి): bbox=[13, 1705, 132, 1719]
lead-text: ఈ చిత్రంలో చికిత్స పొందుతున్నవారు నార్నూర్ మండల కేంద్రంలోని పీహెచ్‌సీలో పడకలు లేకపోవడంతో ప్రైవేటు వైద్యుని వద్దకు వచ్చి వైద్యం పొందుతున్నారు. మాలేపూర్ గ్రామానికి చెందిన చంద్రకళాబాయి, బాలేరావు, నార్నూర్‌కు చెందిన మనోహర్ అర్చనలు ఇలా ప్రైవేటులో వైద్యం పొందుతున్నారు. దీనికోసం తాము రూ.300లకుపైగానే ఖర్చు చేసుకోవాల్సి వచ్చిందని వారు వాపోయారు. 30 పడకల ఈ ఆసుపత్రిలో ఐదుగురు వైద్యులకు బదులు కేవలం ఇద్దరు మాత్రమే ఉండటంతో మండలంలోని 157 గ్రామాల నుంచి ప్రతి రోజు వచ్చే రోగులకు సరైన వైద్యం అందటం లేదు. దీంతో వారు ప్రైవేటు వైద్యాన్ని ఆశ్రయిస్తున్నారు. bbox=[1184, 302, 1466, 464]
lead-text: గిరిజనుల అమాయకత్వాన్ని ఆసరా చేసుకొని సరైన శిక్షణ, అనుభవం లేని ప్రైవేటు వైద్యులు ఇష్టారాజ్యంగా దోపిడీకి పాల్పడుతున్నారు. విధి లేని పరిస్థితుల్ల గిరిజనులు సైతం వారినే ఆశ్రయించాల్సి వస్తున్నది. గిరిజన మండలాలైన నార్నూర్, జైనూర్, సిర్‌పూర్(యు), ఉట్నూర్, ఇంద్రవెల్లి, తిర్యాణి, కెరమెరి, వాంకిడి తదితర మండలాల్లో వైద్యులు, సిబ్బంది ఖాళీలతో ఈ పరిస్థితి నెలకొంది. bbox=[1184, 180, 1466, 283]
caretaker-photo-icon bbox=[500, 1804, 814, 1982]
story-amma bbox=[500, 1744, 1182, 2195]
dateline: ఉట్నూరు, (జనంసాక్షి): bbox=[1195, 1765, 1308, 1779]
lead-column-2 bbox=[830, 572, 1171, 856]
lead-text: జిల్లాలోని 72 ప్రాథమిక ఆరోగ్య కేంద్రాల్లో ఇద్దరు, ముగ్గురేసి వైద్యులు ఉండాల్సి ఉండగా పలు చోట్ల ఆ పోస్టులు ఖాళీగానే bbox=[508, 646, 822, 675]
lead-column-3 bbox=[1184, 180, 1466, 722]
lead-story bbox=[500, 55, 1474, 1186]
lead-column-1 bbox=[508, 180, 822, 678]
story-body: పాలేరు ఉప ఎన్నికల్లో తెరాస అభ్యర్థి తుమ్మల నాగేశ్వరరావు ఓడిపోతే బాధ్యత వహించి తన మంత్రి పదవికి రాజీనామా చేస్తానని మంత్రి కేటీఆర్ ప్రకటించారు. ఆదివారం ఖమ్మం నగరంలోని పార్టీ కార్యాలయంలో మంత్రి కేటీఆర్ విలేకర్లతో మాట్లాడారు. కాంగ్రెస్ పార్టీ అభ్యర్థి సుచరితారెడ్డి ఓడిపోతే టీపీసీసీ అధ్యక్షుడు ఉత్తమ్ కుమార్‌రెడ్డి బాధ్యతగా రాజీనామా చేస్తారా? అని మంత్రి కేటీఆర్ సవాలు విసిరారు. బాధలో ఉన్న మహిళను ఎండలో తిప్పుతూ కాంగ్రెస్ నేతలు నీచమైన రాజకీయాలకు పాల్పడుతున్నారని ఆరోపించారు. మాజీ మంత్రి అయిన రాంరెడ్డి వెంకటరెడ్డి భార్యకు సముచిత స్థానం కల్పించాలంటే ఉప ఎన్నికల్లో దింపకుండా ఎమ్మెల్సీగా నామినేట్ చేయవచ్చు కదా? అని ప్రశ్నించారు. కాంగ్రెస్ నేతలు మానవత్వం, మంచితనం, నైతిక బాధ్యతల గురించి మాట్లాడాన్ని వేదాలు వల్లించే దెయ్యాలు చూసి నవ్వుతాయని చెప్పారు. ఈ సమావేశంలో మంత్రి మహేందర్‌రెడ్డి, ఎంపీ పొంగులేటి శ్రీనివాసరెడ్డి, ఎమ్మెల్యే పువ్వాడ అజాయ్‌కుమార్, పాల్గొన్నారు. bbox=[13, 85, 486, 233]
dateline: శివ్వంపేట(జనంసాక్షి): bbox=[13, 944, 114, 958]
lead-paragraph bbox=[1184, 483, 1466, 720]
lead-paragraph bbox=[1184, 180, 1466, 284]
story-headline: అయ్యప్ప ఆలయంలో బ్రహ్మోత్సవాలు bbox=[76, 344, 422, 373]
lead-paragraph bbox=[508, 391, 822, 628]
dateline: ఎదులాపురం,(జనంసాక్షి): bbox=[1195, 2002, 1315, 2016]
dateline: మెదక్(జనంసాక్షి): bbox=[13, 1111, 98, 1125]
story-paragraph bbox=[1195, 1261, 1476, 1365]
story-paragraph bbox=[13, 267, 486, 341]
